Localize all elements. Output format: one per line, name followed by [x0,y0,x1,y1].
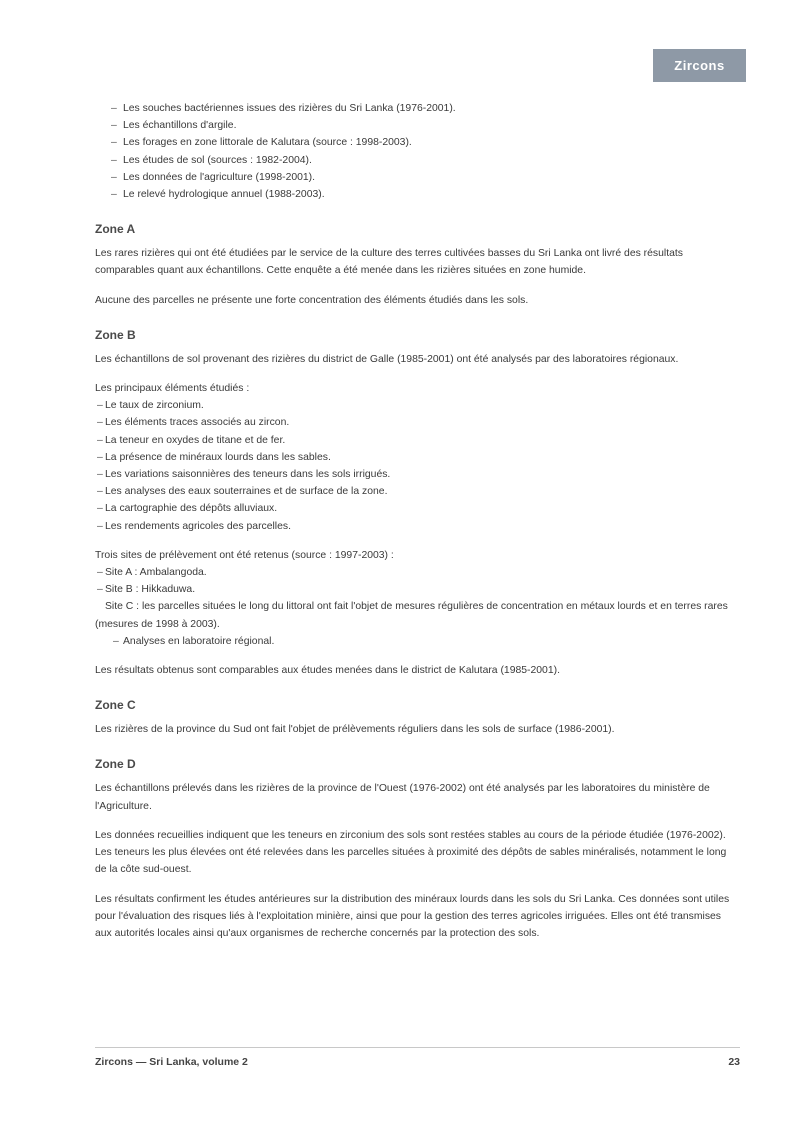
paragraph: Aucune des parcelles ne présente une forte concentration des éléments étudiés dans les sols. [95,294,529,306]
list-item: – Les forages en zone littorale de Kalutara (source : 1998-2003). [95,134,740,151]
list-item: – Les échantillons d'argile. [95,117,740,134]
document-body [95,100,740,942]
page-number: 23 [728,1056,740,1068]
list-item: – Les variations saisonnières des teneurs dans les sols irrigués. [95,466,740,483]
paragraph: Les résultats obtenus sont comparables aux études menées dans le district de Kalutara (1985-2001). [95,665,560,677]
section-heading: Zone B [95,327,136,342]
list-item: – Site B : Hikkaduwa. [95,581,740,598]
sites-list [95,564,740,633]
list-item: – Le relevé hydrologique annuel (1988-2003). [95,186,740,203]
list-item: – Site A : Ambalangoda. [95,564,740,581]
list-intro: Les principaux éléments étudiés : [95,383,250,395]
list-intro: Trois sites de prélèvement ont été retenus (source : 1997-2003) : [95,549,394,561]
list-item: – Le taux de zirconium. [95,397,740,414]
list-item: – La présence de minéraux lourds dans les sables. [95,449,740,466]
list-item: – Analyses en laboratoire régional. [95,633,740,650]
list-item: – Les rendements agricoles des parcelles. [95,518,740,535]
sub-list [95,633,740,650]
section-heading: Zone D [95,757,136,772]
list-item: – La cartographie des dépôts alluviaux. [95,500,740,517]
list-item: Site C : les parcelles situées le long du littoral ont fait l'objet de mesures régulières de concentration en métaux lourds et en terres rares (mesures de 1998 à 2003). [95,601,728,630]
list-item: – Les analyses des eaux souterraines et de surface de la zone. [95,483,740,500]
list-item: – Les données de l'agriculture (1998-2001). [95,169,740,186]
section-heading: Zone C [95,698,136,713]
list-item: – Les études de sol (sources : 1982-2004). [95,152,740,169]
list-item: – Les souches bactériennes issues des rizières du Sri Lanka (1976-2001). [95,100,740,117]
intro-list [95,100,740,203]
header-badge: Zircons [653,49,746,82]
page-footer [95,1047,740,1070]
list-item: – La teneur en oxydes de titane et de fer. [95,432,740,449]
paragraph: Les rares rizières qui ont été étudiées par le service de la culture des terres cultivées basses du Sri Lanka ont livré des résultats comparables quant aux échantillons. Cette enquête a été menée dans les rizières situées en zone humide. [95,248,683,277]
footer-title: Zircons — Sri Lanka, volume 2 [95,1056,248,1068]
paragraph: Les rizières de la province du Sud ont fait l'objet de prélèvements réguliers dans les sols de surface (1986-2001). [95,724,615,736]
paragraph: Les résultats confirment les études antérieures sur la distribution des minéraux lourds dans les sols du Sri Lanka. Ces données sont utiles pour l'évaluation des risques liés à l'exploitation minière, ainsi que pour la gestion des terres agricoles irriguées. Elles ont été transmises aux autorités locales ainsi qu'aux organismes de recherche concernés par la protection des sols. [95,893,730,939]
paragraph: Les données recueillies indiquent que les teneurs en zirconium des sols sont restées stables au cours de la période étudiée (1976-2002). Les teneurs les plus élevées ont été relevées dans les parcelles situées à proximité des dépôts de sables minéralisés, notamment le long de la côte sud-ouest. [95,829,727,876]
list-item: – Les éléments traces associés au zircon. [95,414,740,431]
paragraph: Les échantillons prélevés dans les rizières de la province de l'Ouest (1976-2002) ont été analysés par les laboratoires du ministère de l'Agriculture. [95,783,710,812]
elements-list [95,397,740,535]
section-heading: Zone A [95,222,136,237]
paragraph: Les échantillons de sol provenant des rizières du district de Galle (1985-2001) ont été analysés par des laboratoires régionaux. [95,353,679,365]
